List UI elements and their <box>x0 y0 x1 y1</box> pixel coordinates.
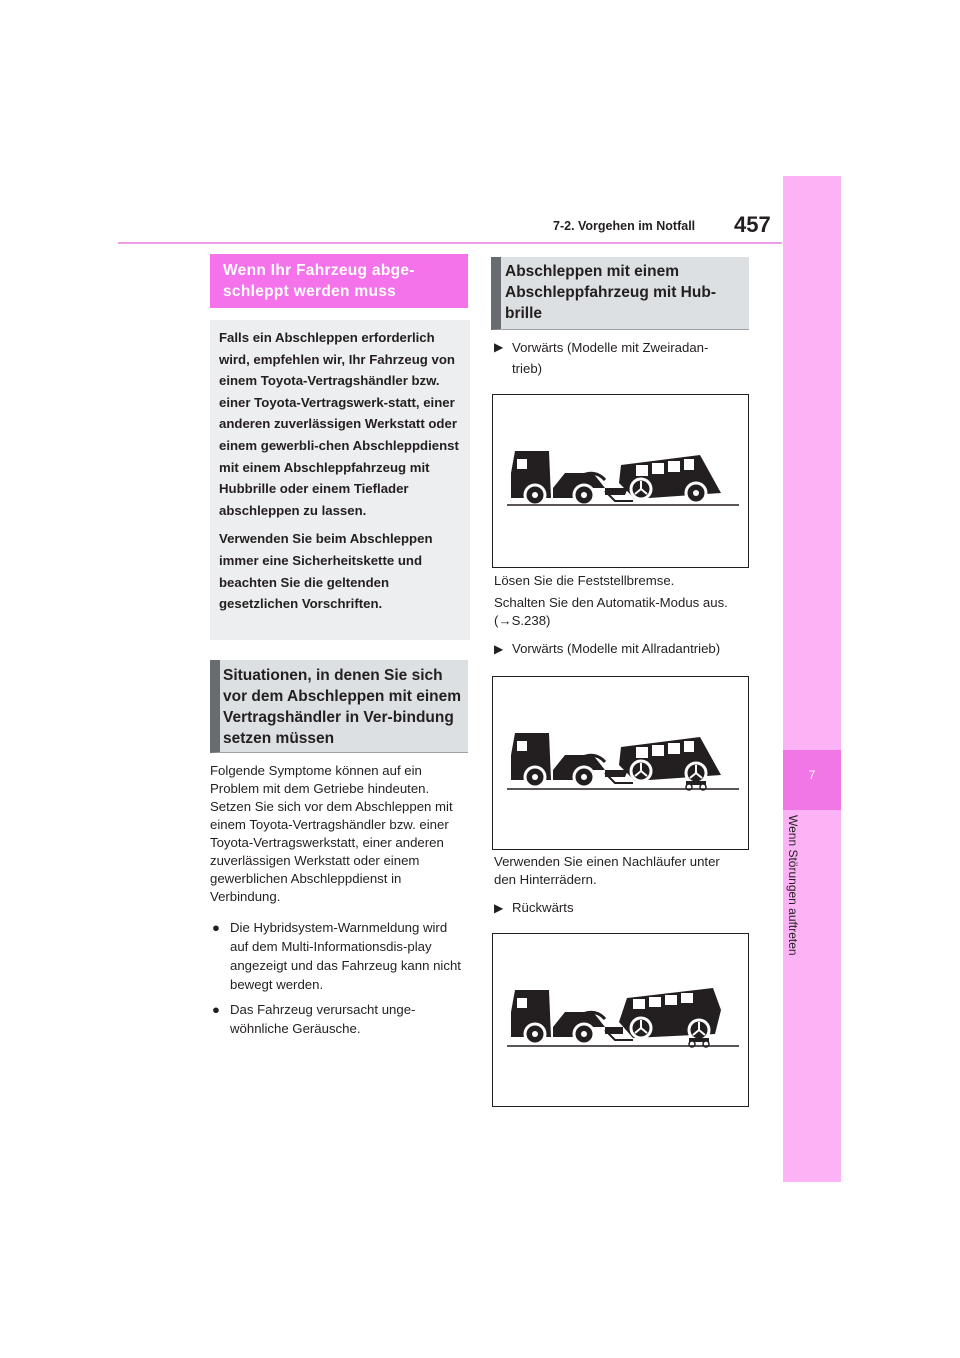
bullet-text: Die Hybridsystem-Warnmeldung wird auf dem Multi-Informationsdis-play angezeigt und das Fahrzeug kann nicht bewegt werden. <box>230 920 461 992</box>
item-reverse <box>494 898 694 920</box>
contact-dealer-heading: Situationen, in denen Sie sich vor dem Abschleppen mit einem Vertragshändler in Ver-bindung setzen müssen <box>210 660 468 753</box>
tow-truck-figure-forward-2wd <box>492 394 749 568</box>
triangle-marker-icon: ▶ <box>494 340 504 354</box>
triangle-marker-icon: ▶ <box>494 901 504 915</box>
triangle-marker-icon: ▶ <box>494 642 504 656</box>
page-number: 457 <box>734 212 771 237</box>
tow-truck-figure-reverse <box>492 933 749 1107</box>
tow-truck-forward-awd-icon <box>493 677 750 851</box>
item-reverse-title: Rückwärts <box>512 900 574 915</box>
chapter-title: Wenn Störungen auftreten <box>786 815 800 956</box>
tow-truck-reverse-icon <box>493 934 750 1108</box>
automatic-mode-text: Schalten Sie den Automatik-Modus aus. (→S.238) <box>494 595 728 628</box>
dolly-instruction-text: Verwenden Sie einen Nachläufer unter den Hinterrädern. <box>494 854 720 887</box>
bullet-item-2 <box>212 1000 472 1040</box>
bullet-text: Das Fahrzeug verursacht unge-wöhnliche Geräusche. <box>230 1002 416 1036</box>
tow-truck-forward-2wd-icon <box>493 395 750 569</box>
section-title: 7-2. Vorgehen im Notfall <box>553 219 696 233</box>
item-forward-awd <box>494 639 754 661</box>
tow-truck-figure-forward-awd <box>492 676 749 850</box>
release-parking-brake-text: Lösen Sie die Feststellbremse. <box>494 573 675 588</box>
chapter-side-tab <box>783 176 841 1182</box>
towing-info-box <box>210 320 470 640</box>
header-divider <box>118 242 782 244</box>
bullet-marker: ● <box>212 1002 220 1017</box>
towing-info-para-1: Falls ein Abschleppen erforderlich wird, empfehlen wir, Ihr Fahrzeug von einem Toyota-Vertragshändler bzw. einer Toyota-Vertragswerk-statt, einer anderen zuverlässigen Werkstatt oder einem gewerbli-chen Abschleppdienst mit einem Abschleppfahrzeug mit Hubbrille oder einem Tieflader abschleppen zu lassen. <box>219 330 459 518</box>
item-forward-2wd <box>494 337 754 377</box>
symptoms-paragraph: Folgende Symptome können auf ein Problem mit dem Getriebe hindeuten. Setzen Sie sich vor dem Abschleppen mit einem Toyota-Vertragshändler bzw. einer Toyota-Vertragswerkstatt, einer anderen zuverlässigen Werkstatt oder einem gewerblichen Abschleppdienst in Verbindung. <box>210 763 453 904</box>
item-forward-awd-title: Vorwärts (Modelle mit Allradantrieb) <box>512 641 721 656</box>
towing-info-para-2: Verwenden Sie beim Abschleppen immer eine Sicherheitskette und beachten Sie die geltenden gesetzlichen Vorschriften. <box>219 531 433 612</box>
item-forward-2wd-title: Vorwärts (Modelle mit Zweiradan-trieb) <box>512 340 709 376</box>
bullet-item-1 <box>212 918 472 998</box>
bullet-marker: ● <box>212 920 220 935</box>
chapter-number: 7 <box>808 768 816 782</box>
towing-heading: Wenn Ihr Fahrzeug abge-schleppt werden muss <box>210 254 468 308</box>
wheel-lift-heading: Abschleppen mit einem Abschleppfahrzeug mit Hub-brille <box>491 257 749 330</box>
